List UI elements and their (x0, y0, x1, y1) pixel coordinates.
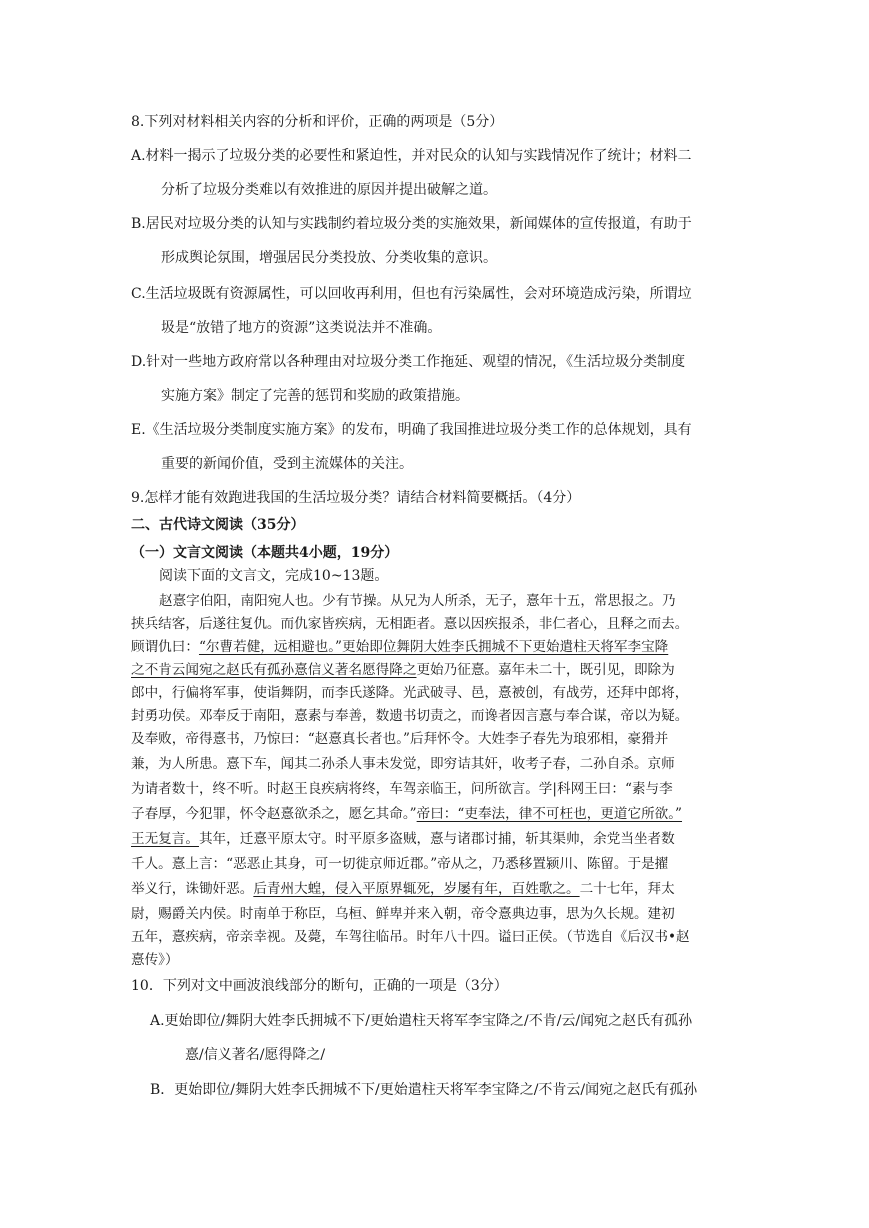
section-2-1-heading: （一）文言文阅读（本题共4小题，19分） (131, 545, 399, 561)
question-9-stem: 9.怎样才能有效跑进我国的生活垃圾分类？请结合材料简要概括。（4分） (131, 490, 581, 506)
passage-source: 憙传》） (131, 952, 179, 968)
passage-line: 挟兵结客，后遂往复仇。而仇家皆疾病，无相距者。憙以因疾报杀，非仁者心，且释之而去。 (131, 616, 689, 632)
question-8-option-e: E.《生活垃圾分类制度实施方案》的发布，明确了我国推进垃圾分类工作的总体规划，具有 (131, 422, 692, 438)
passage-underlined-sentence: 后青州大蝗，侵入平原界辄死，岁屡有年，百姓歌之。 (253, 881, 580, 897)
passage-line (131, 637, 668, 657)
passage-wavy-underline-segment: “尔曹若健，远相避也。”更始即位舞阴大姓李氏拥城不下更始遣柱天将军李宝降 (198, 639, 669, 655)
question-8-option-b-cont: 形成舆论氛围，增强居民分类投放、分类收集的意识。 (161, 250, 497, 266)
passage-underlined-sentence: 王无复言。 (131, 831, 199, 847)
passage-line: 五年，憙疾病，帝亲幸视。及薨，车驾往临吊。时年八十四。谥曰正侯。（节选自《后汉书•赵 (131, 929, 690, 945)
passage-text: 更始乃征憙。嘉年未二十，既引见，即除为 (416, 662, 675, 678)
passage-line: 千人。憙上言：“恶恶止其身，可一切徙京师近郡。”帝从之，乃悉移置颍川、陈留。于是擢 (131, 856, 669, 872)
passage-line: 及奉败，帝得憙书，乃惊曰：“赵憙真长者也。”后拜怀令。大姓李子春先为琅邪相，豪猾并 (131, 731, 669, 747)
question-8-option-c: C.生活垃圾既有资源属性，可以回收再利用，但也有污染属性，会对环境造成污染，所谓垃 (131, 286, 692, 302)
passage-line (131, 660, 675, 680)
passage-line (131, 804, 682, 824)
passage-line (131, 879, 675, 899)
question-8-option-a: A.材料一揭示了垃圾分类的必要性和紧迫性，并对民众的认知与实践情况作了统计；材料二 (131, 148, 692, 164)
question-8-option-b: B.居民对垃圾分类的认知与实践制约着垃圾分类的实施效果，新闻媒体的宣传报道，有助于 (131, 216, 692, 232)
question-10-option-a-cont: 憙/信义著名/愿得降之/ (185, 1047, 326, 1063)
passage-line: 为请者数十，终不听。时赵王良疾病将终，车驾亲临王，问所欲言。学|科网王曰：“素与李 (131, 781, 673, 797)
reading-instruction: 阅读下面的文言文，完成10~13题。 (159, 568, 389, 584)
passage-wavy-underline-segment: 之不肯云闻宛之赵氏有孤孙憙信义著名愿得降之 (131, 662, 417, 678)
passage-line: 兼，为人所患。憙下车，闻其二孙杀人事未发觉，即穷诘其奸，收考子春，二孙自杀。京师 (131, 756, 675, 772)
passage-line: 尉，赐爵关内侯。时南单于称臣，乌桓、鲜卑并来入朝，帝令憙典边事，思为久长规。建初 (131, 906, 675, 922)
passage-text: 二十七年，拜太 (579, 881, 675, 897)
passage-text: 举义行，诛锄奸恶。 (131, 881, 254, 897)
question-10-option-b: B．更始即位/舞阴大姓李氏拥城不下/更始遣柱天将军李宝降之/不肯云/闻宛之赵氏有孤孙 (150, 1082, 698, 1098)
passage-line (131, 829, 675, 849)
question-10-option-a: A.更始即位/舞阴大姓李氏拥城不下/更始遣柱天将军李宝降之/不肯/云/闻宛之赵氏有孤孙 (150, 1013, 693, 1029)
section-2-heading: 二、古代诗文阅读（35分） (131, 517, 305, 533)
question-8-option-c-cont: 圾是“放错了地方的资源”这类说法并不准确。 (161, 320, 442, 336)
question-8-option-d: D.针对一些地方政府常以各种理由对垃圾分类工作拖延、观望的情况，《生活垃圾分类制度 (131, 354, 686, 370)
question-8-option-a-cont: 分析了垃圾分类难以有效推进的原因并提出破解之道。 (161, 182, 497, 198)
passage-line: 封勇功侯。邓奉反于南阳，憙素与奉善，数遗书切责之，而谗者因言憙与奉合谋，帝以为疑。 (131, 708, 689, 724)
question-8-stem: 8.下列对材料相关内容的分析和评价，正确的两项是（5分） (131, 114, 504, 130)
passage-underlined-sentence: 帝曰：“吏奉法，律不可枉也，更道它所欲。” (416, 806, 683, 822)
question-10-stem: 10．下列对文中画波浪线部分的断句，正确的一项是（3分） (131, 978, 508, 994)
passage-text: 其年，迁憙平原太守。时平原多盗贼，憙与诸郡讨捕，斩其渠帅，余党当坐者数 (198, 831, 675, 847)
passage-text: 顾谓仇曰： (131, 639, 199, 655)
passage-text: 子春厚，今犯罪，怀令赵憙欲杀之，愿乞其命。” (131, 806, 417, 822)
question-8-option-d-cont: 实施方案》制定了完善的惩罚和奖励的政策措施。 (161, 388, 469, 404)
passage-line: 郎中，行偏将军事，使诣舞阴，而李氏遂降。光武破寻、邑，憙被创，有战劳，还拜中郎将， (131, 685, 689, 701)
question-8-option-e-cont: 重要的新闻价值，受到主流媒体的关注。 (161, 456, 413, 472)
passage-line: 赵憙字伯阳，南阳宛人也。少有节操。从兄为人所杀，无子，憙年十五，常思报之。乃 (159, 593, 676, 609)
